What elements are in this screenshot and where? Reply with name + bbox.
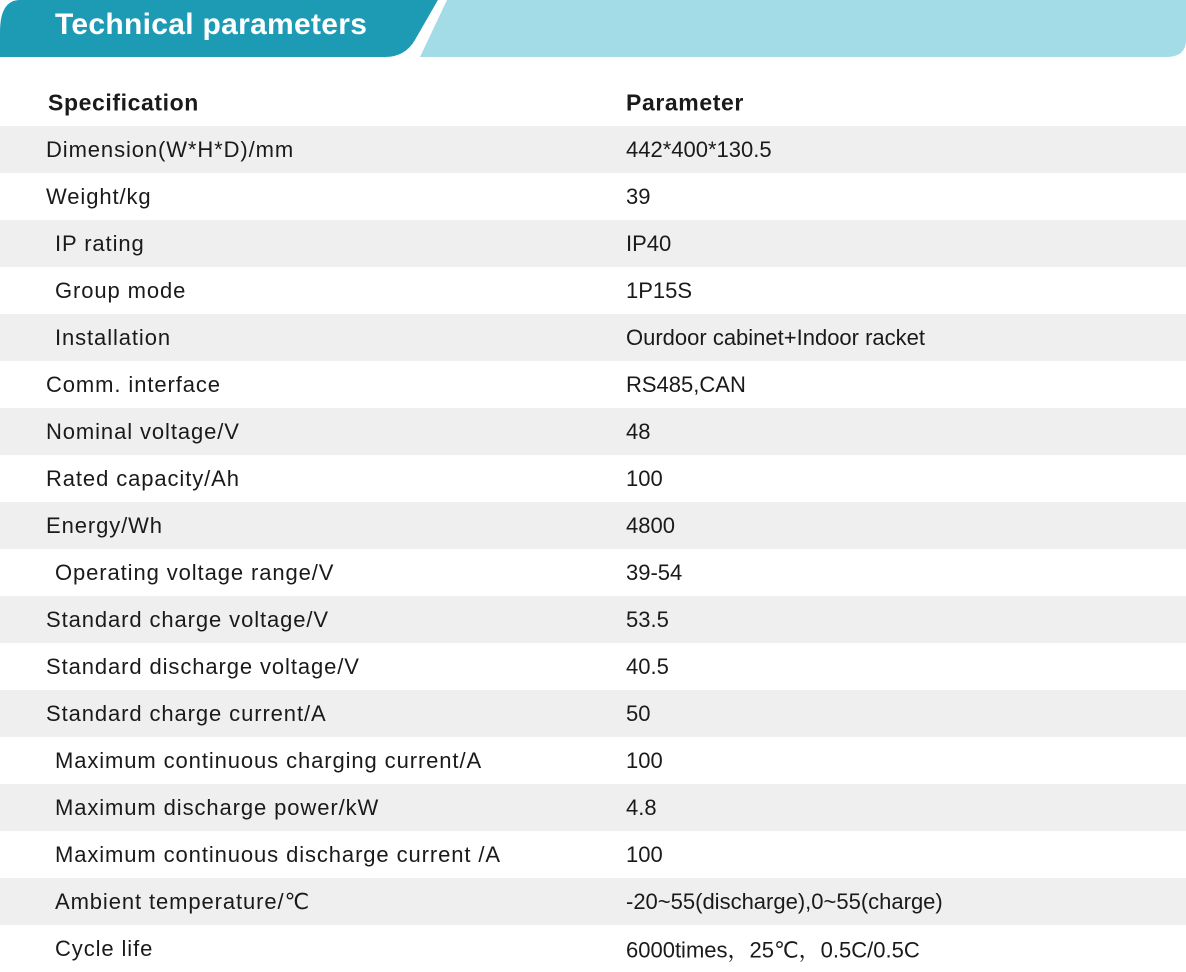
table-row [0, 596, 1186, 643]
table-row [0, 455, 1186, 502]
param-cell: 4.8 [626, 794, 657, 820]
table-row [0, 126, 1186, 173]
table-header-row [0, 80, 1186, 126]
table-row [0, 549, 1186, 596]
table-row [0, 173, 1186, 220]
param-cell: 40.5 [626, 653, 669, 679]
table-row [0, 878, 1186, 925]
spec-cell: Operating voltage range/V [55, 559, 335, 585]
table-row [0, 831, 1186, 878]
column-header-specification: Specification [48, 89, 199, 116]
param-cell: 53.5 [626, 606, 669, 632]
param-cell: RS485,CAN [626, 371, 746, 397]
spec-cell: Standard charge voltage/V [46, 606, 330, 632]
param-cell: Ourdoor cabinet+Indoor racket [626, 324, 926, 350]
spec-cell: Ambient temperature/℃ [55, 888, 311, 914]
spec-cell: Maximum continuous discharge current /A [55, 841, 501, 867]
table-row [0, 220, 1186, 267]
spec-cell: Maximum continuous charging current/A [55, 747, 483, 773]
param-cell: 39-54 [626, 559, 683, 585]
spec-cell: IP rating [55, 230, 145, 256]
spec-cell: Weight/kg [46, 183, 152, 209]
param-cell: 100 [626, 841, 663, 867]
param-cell: -20~55(discharge),0~55(charge) [626, 888, 943, 914]
spec-cell: Dimension(W*H*D)/mm [46, 136, 295, 162]
param-cell: 1P15S [626, 277, 693, 303]
param-cell: IP40 [626, 230, 672, 256]
column-header-parameter: Parameter [626, 89, 744, 116]
spec-cell: Comm. interface [46, 371, 221, 397]
param-cell: 100 [626, 465, 663, 491]
spec-cell: Standard charge current/A [46, 700, 327, 726]
spec-cell: Standard discharge voltage/V [46, 653, 360, 679]
param-cell: 6000times，25℃，0.5C/0.5C [626, 937, 920, 962]
page-title: Technical parameters [55, 8, 368, 41]
param-cell: 48 [626, 418, 651, 444]
spec-cell: Nominal voltage/V [46, 418, 240, 444]
table-row [0, 408, 1186, 455]
table-body [0, 126, 1186, 972]
param-cell: 442*400*130.5 [626, 136, 772, 162]
param-cell: 4800 [626, 512, 675, 538]
table-row [0, 361, 1186, 408]
table-row [0, 784, 1186, 831]
param-cell: 50 [626, 700, 651, 726]
spec-cell: Energy/Wh [46, 512, 163, 538]
spec-table [0, 80, 1186, 972]
spec-cell: Group mode [55, 277, 187, 303]
table-row [0, 925, 1186, 972]
param-cell: 100 [626, 747, 663, 773]
spec-cell: Maximum discharge power/kW [55, 794, 380, 820]
param-cell: 39 [626, 183, 651, 209]
table-row [0, 267, 1186, 314]
spec-cell: Cycle life [55, 935, 154, 961]
spec-cell: Installation [55, 324, 171, 350]
table-row [0, 643, 1186, 690]
spec-cell: Rated capacity/Ah [46, 465, 240, 491]
table-row [0, 502, 1186, 549]
section-banner [0, 0, 1186, 80]
table-row [0, 690, 1186, 737]
table-row [0, 737, 1186, 784]
table-row [0, 314, 1186, 361]
